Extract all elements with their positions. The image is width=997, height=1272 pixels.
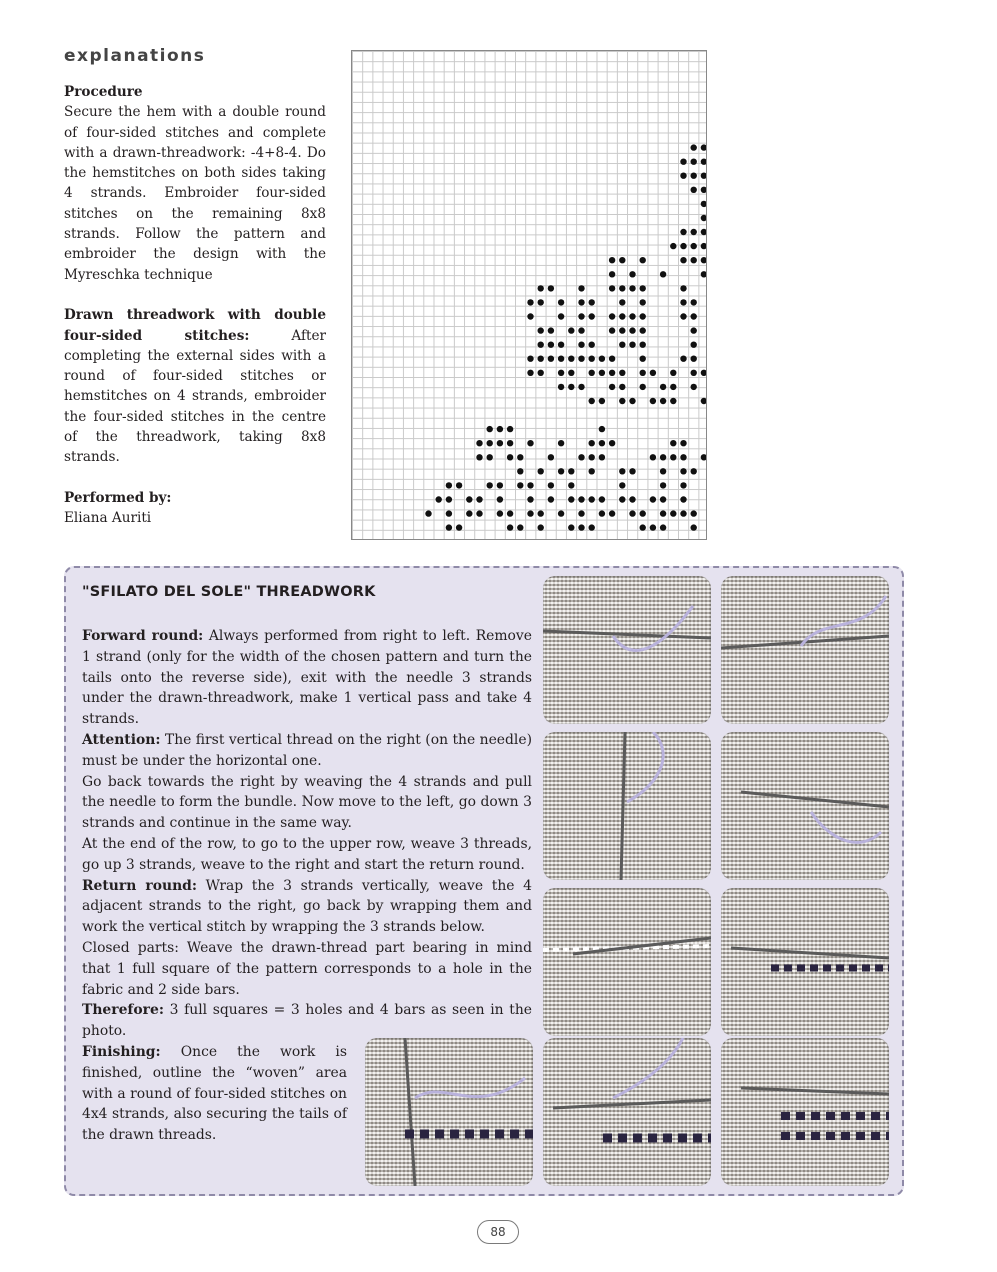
pattern-dot	[578, 356, 584, 362]
pattern-dot	[589, 524, 595, 530]
pattern-dot	[589, 468, 595, 474]
pattern-dot	[599, 496, 605, 502]
therefore-text: 3 full squares = 3 holes and 4 bars as seen in the photo.	[82, 1002, 532, 1040]
pattern-dot	[599, 440, 605, 446]
pattern-dot	[660, 496, 666, 502]
pattern-dot	[599, 370, 605, 376]
pattern-dot	[527, 496, 533, 502]
pattern-dot	[640, 285, 646, 291]
pattern-dot	[589, 398, 595, 404]
pattern-dot	[660, 398, 666, 404]
pattern-dot	[660, 510, 666, 516]
step-photo-1	[543, 576, 711, 724]
pattern-dot	[691, 313, 697, 319]
pattern-dot	[680, 468, 686, 474]
pattern-dot	[548, 496, 554, 502]
pattern-dot	[629, 496, 635, 502]
pattern-dot	[640, 313, 646, 319]
pattern-dot	[680, 173, 686, 179]
pattern-dot	[660, 454, 666, 460]
drawn-threadwork-heading: Drawn threadwork with double four-sided stitches:	[64, 307, 326, 344]
pattern-dot	[691, 243, 697, 249]
needle-thread-illustration	[543, 576, 711, 724]
pattern-dot	[650, 398, 656, 404]
pattern-dot	[578, 384, 584, 390]
pattern-dot	[476, 454, 482, 460]
pattern-dot	[670, 398, 676, 404]
pattern-dot	[680, 440, 686, 446]
pattern-dot	[619, 299, 625, 305]
pattern-dot	[691, 173, 697, 179]
pattern-dot	[619, 327, 625, 333]
pattern-dot	[578, 510, 584, 516]
pattern-dot	[507, 440, 513, 446]
pattern-dot	[568, 370, 574, 376]
pattern-dot	[609, 356, 615, 362]
pattern-dot	[538, 327, 544, 333]
pattern-dot	[476, 496, 482, 502]
step-photo-8	[543, 1038, 711, 1186]
pattern-dot	[507, 426, 513, 432]
pattern-dot	[599, 356, 605, 362]
pattern-dot	[497, 496, 503, 502]
needle-thread-illustration	[543, 732, 711, 880]
pattern-dot	[548, 327, 554, 333]
pattern-dot	[691, 144, 697, 150]
pattern-dot	[487, 482, 493, 488]
pattern-dot	[578, 496, 584, 502]
pattern-dot	[701, 173, 707, 179]
pattern-dot	[538, 468, 544, 474]
pattern-dot	[527, 482, 533, 488]
pattern-dot	[660, 468, 666, 474]
step-photo-2	[721, 576, 889, 724]
pattern-dot	[691, 356, 697, 362]
pattern-dot	[517, 524, 523, 530]
performed-by-name: Eliana Auriti	[64, 510, 152, 527]
pattern-dot	[680, 454, 686, 460]
pattern-dot	[670, 454, 676, 460]
pattern-dot	[497, 510, 503, 516]
pattern-dot	[680, 229, 686, 235]
pattern-dot	[670, 384, 676, 390]
pattern-dot	[629, 271, 635, 277]
pattern-dot	[538, 510, 544, 516]
section-title: explanations	[64, 46, 206, 66]
pattern-dot	[589, 440, 595, 446]
return-round-label: Return round:	[82, 877, 198, 894]
pattern-dot	[650, 370, 656, 376]
pattern-dot	[650, 524, 656, 530]
pattern-dot	[446, 482, 452, 488]
pattern-dot	[701, 215, 707, 221]
forward-round-label: Forward round:	[82, 628, 204, 644]
pattern-dot	[660, 384, 666, 390]
pattern-dot	[640, 342, 646, 348]
pattern-dot	[660, 524, 666, 530]
pattern-dot	[527, 299, 533, 305]
pattern-dot	[578, 524, 584, 530]
pattern-dot	[680, 285, 686, 291]
return-round-paragraph	[82, 876, 532, 938]
pattern-dot	[609, 313, 615, 319]
pattern-dot	[701, 201, 707, 207]
pattern-dot	[538, 285, 544, 291]
pattern-dot	[517, 468, 523, 474]
drawn-threadwork-body: After completing the external sides with a round of four-sided stitches or hemstitches on 4 strands, embroider the four-sided stitches in the centre of the threadwork, taking 8x8 strands.	[64, 327, 327, 466]
pattern-dot	[691, 299, 697, 305]
pattern-dot	[640, 327, 646, 333]
pattern-dot	[487, 426, 493, 432]
pattern-dot	[609, 257, 615, 263]
pattern-dot	[640, 524, 646, 530]
pattern-dot	[568, 482, 574, 488]
pattern-dot	[640, 299, 646, 305]
pattern-dot	[568, 327, 574, 333]
step-photo-4	[721, 732, 889, 880]
pattern-dot	[476, 510, 482, 516]
pattern-dot	[619, 482, 625, 488]
pattern-dot	[436, 496, 442, 502]
pattern-dot	[599, 454, 605, 460]
pattern-dot	[578, 342, 584, 348]
pattern-dot	[619, 384, 625, 390]
pattern-dot	[507, 510, 513, 516]
pattern-dot	[558, 299, 564, 305]
pattern-dot	[497, 440, 503, 446]
pattern-dot	[670, 440, 676, 446]
pattern-dot	[568, 524, 574, 530]
pattern-dot	[691, 257, 697, 263]
threadwork-box	[64, 566, 904, 1196]
pattern-dot	[589, 342, 595, 348]
procedure-body: Secure the hem with a double round of four-sided stitches and complete with a drawn-threadwork: -4+8-4. Do the hemstitches on both sides taking 4 strands. Embroider four-sided stitches on the remaining 8x8 strands. Follow the pattern and embroider the design with the Myreschka technique	[64, 104, 326, 283]
step-photo-6	[721, 888, 889, 1036]
pattern-dot	[456, 482, 462, 488]
therefore-paragraph	[82, 1000, 532, 1042]
needle-thread-illustration	[721, 1038, 889, 1186]
pattern-dot	[589, 313, 595, 319]
pattern-dot	[609, 271, 615, 277]
pattern-dot	[680, 299, 686, 305]
needle-thread-illustration	[721, 576, 889, 724]
pattern-dot	[456, 524, 462, 530]
finishing-text: Once the work is finished, outline the “woven” area with a round of four-sided stitches on 4x4 strands, also securing the tails of the drawn threads.	[82, 1043, 347, 1144]
pattern-dot	[568, 496, 574, 502]
pattern-dot	[640, 384, 646, 390]
pattern-dot	[548, 356, 554, 362]
pattern-dot	[599, 426, 605, 432]
pattern-dot	[609, 384, 615, 390]
pattern-dot	[558, 342, 564, 348]
pattern-dot	[538, 299, 544, 305]
pattern-dot	[558, 313, 564, 319]
pattern-dot	[691, 468, 697, 474]
return-round-text: Wrap the 3 strands vertically, weave the 4 adjacent strands to the right, go back by wrapping them and work the vertical stitch by wrapping the 3 strands below.	[82, 877, 532, 936]
pattern-dot	[589, 356, 595, 362]
pattern-dot	[640, 510, 646, 516]
go-back-paragraph: Go back towards the right by weaving the 4 strands and pull the needle to form the bundle. Now move to the left, go down 3 strands and continue in the same way.	[82, 773, 532, 832]
pattern-dot	[701, 370, 707, 376]
pattern-dot	[680, 496, 686, 502]
pattern-dot	[558, 356, 564, 362]
pattern-dot	[691, 342, 697, 348]
pattern-dot	[701, 229, 707, 235]
pattern-dot	[589, 496, 595, 502]
pattern-dot	[507, 524, 513, 530]
step-photo-7	[365, 1038, 533, 1186]
pattern-dot	[650, 454, 656, 460]
pattern-dot	[538, 524, 544, 530]
step-photo-5	[543, 888, 711, 1036]
forward-round-paragraph	[82, 626, 532, 730]
pattern-dot	[527, 356, 533, 362]
pattern-dot	[609, 285, 615, 291]
page-number: 88	[477, 1220, 519, 1244]
pattern-dot	[680, 313, 686, 319]
pattern-dot	[701, 187, 707, 193]
pattern-dot	[680, 243, 686, 249]
pattern-dot	[425, 510, 431, 516]
pattern-dot	[446, 524, 452, 530]
pattern-dot	[589, 299, 595, 305]
pattern-dot	[680, 510, 686, 516]
pattern-dot	[609, 370, 615, 376]
pattern-dot	[568, 468, 574, 474]
pattern-dot	[548, 482, 554, 488]
pattern-dot	[619, 496, 625, 502]
pattern-dot	[701, 257, 707, 263]
finishing-paragraph	[82, 1042, 347, 1146]
end-row-paragraph: At the end of the row, to go to the upper row, weave 3 threads, go up 3 strands, weave to the right and start the return round.	[82, 835, 532, 873]
needle-thread-illustration	[543, 1038, 711, 1186]
pattern-dot	[578, 327, 584, 333]
pattern-dot	[476, 440, 482, 446]
pattern-dot	[680, 356, 686, 362]
pattern-dot	[599, 510, 605, 516]
pattern-dot	[619, 468, 625, 474]
pattern-dot	[670, 243, 676, 249]
pattern-dot	[701, 398, 707, 404]
pattern-dot	[568, 384, 574, 390]
pattern-dot	[691, 510, 697, 516]
pattern-dot	[680, 482, 686, 488]
pattern-dot	[538, 342, 544, 348]
pattern-dot	[619, 257, 625, 263]
pattern-dot	[487, 454, 493, 460]
pattern-dot	[497, 482, 503, 488]
pattern-dot	[691, 384, 697, 390]
pattern-dot	[670, 510, 676, 516]
pattern-dot	[619, 398, 625, 404]
procedure-paragraph	[64, 82, 326, 285]
pattern-dot	[609, 440, 615, 446]
procedure-heading: Procedure	[64, 84, 143, 100]
pattern-dot	[527, 510, 533, 516]
pattern-dot	[589, 370, 595, 376]
needle-thread-illustration	[543, 888, 711, 1036]
pattern-dot	[527, 440, 533, 446]
pattern-dot	[650, 496, 656, 502]
threadwork-title: "SFILATO DEL SOLE" THREADWORK	[82, 584, 376, 600]
step-photo-3	[543, 732, 711, 880]
pattern-dot	[558, 468, 564, 474]
pattern-dot	[629, 510, 635, 516]
pattern-dot	[517, 454, 523, 460]
pattern-dot	[568, 356, 574, 362]
pattern-dot	[691, 370, 697, 376]
pattern-dot	[558, 510, 564, 516]
pattern-dot	[558, 370, 564, 376]
pattern-dot	[578, 299, 584, 305]
instructions-column	[64, 82, 326, 529]
needle-thread-illustration	[721, 888, 889, 1036]
pattern-dot	[691, 159, 697, 165]
needle-thread-illustration	[365, 1038, 533, 1186]
pattern-dots	[352, 51, 707, 540]
embroidery-pattern-chart	[351, 50, 707, 540]
pattern-dot	[701, 271, 707, 277]
pattern-dot	[691, 187, 697, 193]
pattern-dot	[538, 356, 544, 362]
pattern-dot	[446, 496, 452, 502]
pattern-dot	[629, 313, 635, 319]
pattern-dot	[691, 327, 697, 333]
pattern-dot	[599, 398, 605, 404]
pattern-dot	[629, 342, 635, 348]
pattern-dot	[558, 440, 564, 446]
performed-by	[64, 488, 326, 529]
forward-round-text: Always performed from right to left. Remove 1 strand (only for the width of the chosen pattern and turn the tails onto the reverse side), exit with the needle 3 strands under the drawn-threadwork, make 1 vertical pass and take 4 strands.	[82, 628, 532, 728]
attention-label: Attention:	[82, 731, 161, 748]
pattern-dot	[629, 285, 635, 291]
pattern-dot	[446, 510, 452, 516]
pattern-dot	[640, 257, 646, 263]
pattern-dot	[701, 243, 707, 249]
needle-thread-illustration	[721, 732, 889, 880]
pattern-dot	[578, 285, 584, 291]
pattern-dot	[507, 454, 513, 460]
finishing-label: Finishing:	[82, 1043, 161, 1060]
pattern-dot	[640, 356, 646, 362]
pattern-dot	[548, 454, 554, 460]
pattern-dot	[640, 370, 646, 376]
attention-text: The first vertical thread on the right (on the needle) must be under the horizontal one.	[82, 731, 532, 769]
pattern-dot	[609, 327, 615, 333]
pattern-dot	[680, 257, 686, 263]
pattern-dot	[466, 496, 472, 502]
pattern-dot	[578, 313, 584, 319]
pattern-dot	[558, 384, 564, 390]
performed-by-label: Performed by:	[64, 489, 172, 506]
pattern-dot	[527, 370, 533, 376]
pattern-dot	[629, 468, 635, 474]
pattern-dot	[680, 159, 686, 165]
pattern-dot	[619, 285, 625, 291]
pattern-dot	[548, 285, 554, 291]
attention-paragraph	[82, 730, 532, 772]
pattern-dot	[691, 524, 697, 530]
pattern-dot	[619, 342, 625, 348]
pattern-dot	[701, 454, 707, 460]
therefore-label: Therefore:	[82, 1002, 164, 1019]
pattern-dot	[629, 327, 635, 333]
pattern-dot	[548, 342, 554, 348]
pattern-dot	[589, 454, 595, 460]
pattern-dot	[629, 398, 635, 404]
step-photo-9	[721, 1038, 889, 1186]
pattern-dot	[660, 271, 666, 277]
pattern-dot	[527, 313, 533, 319]
drawn-threadwork-paragraph	[64, 305, 326, 467]
pattern-dot	[701, 159, 707, 165]
pattern-dot	[619, 313, 625, 319]
pattern-dot	[466, 510, 472, 516]
pattern-dot	[660, 482, 666, 488]
pattern-dot	[609, 510, 615, 516]
pattern-dot	[487, 440, 493, 446]
pattern-dot	[619, 370, 625, 376]
pattern-dot	[497, 426, 503, 432]
pattern-dot	[670, 370, 676, 376]
pattern-dot	[517, 482, 523, 488]
pattern-dot	[691, 229, 697, 235]
pattern-dot	[538, 370, 544, 376]
pattern-dot	[701, 144, 707, 150]
closed-parts-paragraph: Closed parts: Weave the drawn-thread part bearing in mind that 1 full square of the pattern corresponds to a hole in the fabric and 2 side bars.	[82, 939, 532, 998]
pattern-dot	[578, 454, 584, 460]
